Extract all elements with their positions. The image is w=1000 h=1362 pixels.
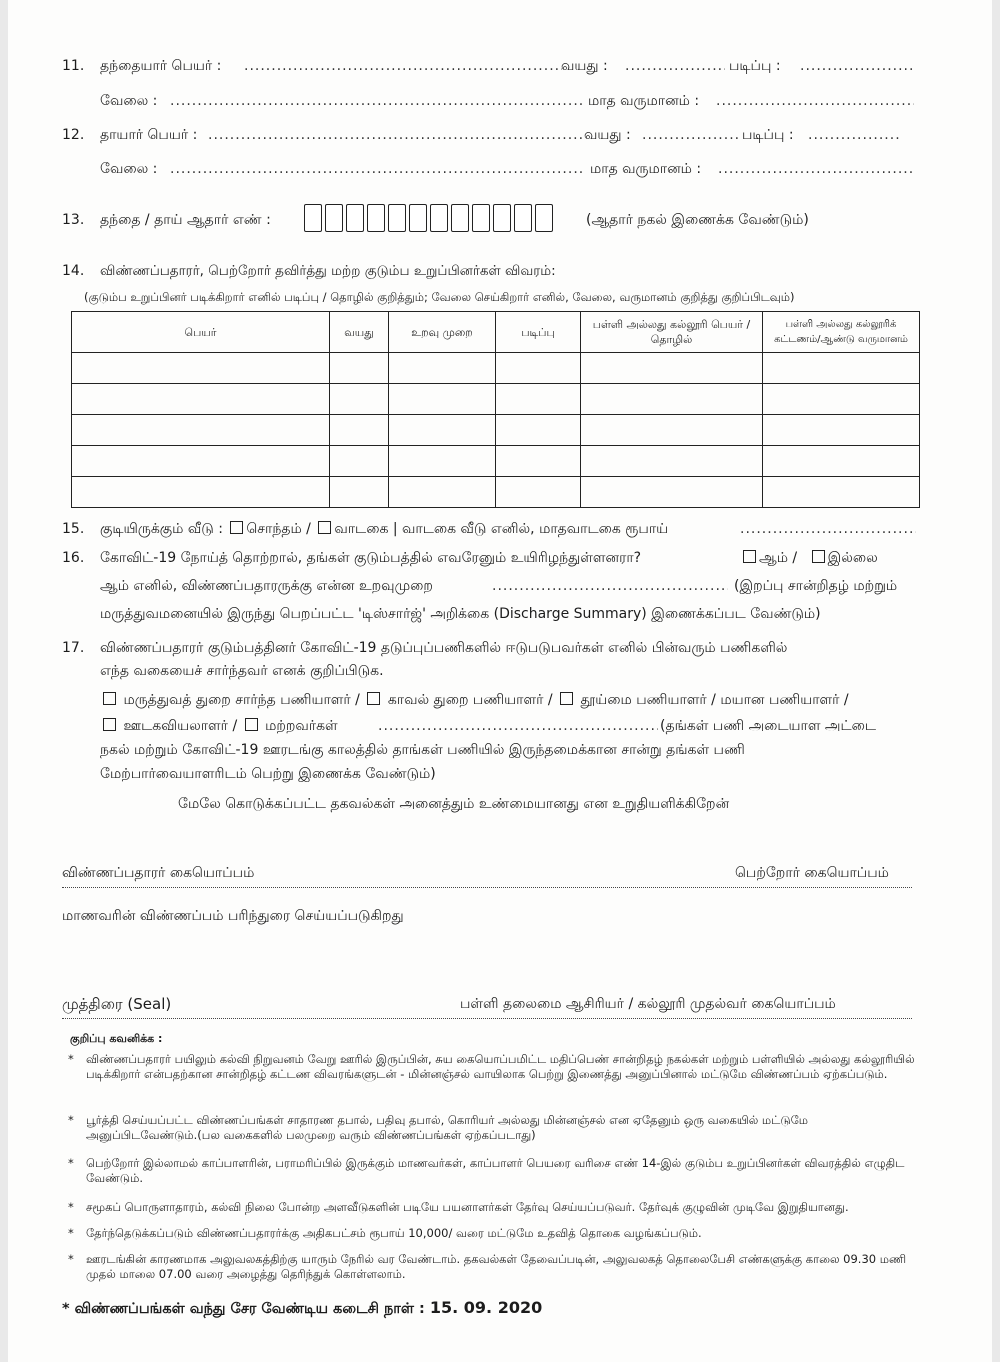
proof-note-line1: நகல் மற்றும் கோவிட்-19 ஊரடங்கு காலத்தில் தாங்கள் பணியில் இருந்தமைக்கான சான்று தங்கள் பணி — [100, 742, 745, 758]
aadhaar-digit-box[interactable] — [430, 204, 448, 232]
applicant-signature-label: விண்ணப்பதாரர் கையொப்பம் — [62, 865, 255, 881]
covid-death-question: கோவிட்-19 நோய்த் தொற்றால், தங்கள் குடும்பத்தில் எவரேனும் உயிரிழந்துள்ளனரா? — [100, 550, 642, 566]
aadhaar-digit-box[interactable] — [325, 204, 343, 232]
mother-name-label: தாயார் பெயர் : — [100, 127, 198, 143]
table-cell[interactable] — [496, 477, 581, 508]
father-income-label: மாத வருமானம் : — [588, 93, 700, 109]
bullet-star-icon: * — [68, 1226, 74, 1240]
monthly-rent-field[interactable] — [740, 520, 916, 538]
residence-label — [100, 520, 668, 538]
column-header-name: பெயர் — [72, 312, 330, 353]
table-cell[interactable] — [763, 477, 920, 508]
recommendation-text: மாணவரின் விண்ணப்பம் பரிந்துரை செய்யப்படுகிறது — [62, 908, 404, 924]
police-worker-checkbox[interactable] — [367, 692, 380, 705]
aadhaar-note: (ஆதார் நகல் இணைக்க வேண்டும்) — [586, 212, 809, 228]
table-cell[interactable] — [72, 446, 330, 477]
residence-question: குடியிருக்கும் வீடு : — [100, 521, 223, 537]
table-cell[interactable] — [581, 477, 763, 508]
note-item — [68, 1052, 917, 1082]
note-text: பூர்த்தி செய்யப்பட்ட விண்ணப்பங்கள் சாதாரண தபால், பதிவு தபால், கொரியர் அல்லது மின்னஞ்சல் என ஏதேனும் ஒரு வகையில் மட்டுமே அனுப்பிடவேண்டும்.(பல வகைகளில் பலமுறை வரும் விண்ணப்பங்கள் ஏற்கப்படாது) — [86, 1113, 809, 1142]
family-members-table — [71, 311, 920, 508]
medical-worker-label: மருத்துவத் துறை சார்ந்த பணியாளர் / — [123, 692, 360, 708]
q17-number: 17. — [62, 640, 85, 656]
note-text: ஊரடங்கின் காரணமாக அலுவலகத்திற்கு யாரும் நேரில் வர வேண்டாம். தகவல்கள் தேவைப்படின், அலுவலகத் தொலைபேசி எண்களுக்கு காலை 09.30 மணி முதல் மாலை 07.00 வரை அழைத்து தெரிந்துக் கொள்ளலாம். — [86, 1252, 907, 1281]
mother-age-label: வயது : — [584, 127, 631, 143]
table-cell[interactable] — [763, 353, 920, 384]
table-cell[interactable] — [389, 415, 496, 446]
seal-label: முத்திரை (Seal) — [62, 995, 172, 1013]
q14-number: 14. — [62, 263, 85, 279]
rented-house-checkbox[interactable] — [318, 521, 331, 534]
father-education-field[interactable] — [800, 57, 912, 75]
own-house-checkbox[interactable] — [230, 521, 243, 534]
rented-house-label: வாடகை | வாடகை வீடு எனில், மாதவாடகை ரூபாய் — [334, 521, 669, 537]
covid-duty-instruction: எந்த வகையைச் சார்ந்தவர் எனக் குறிப்பிடுக. — [100, 663, 384, 679]
table-header-row — [72, 312, 920, 353]
q16-number: 16. — [62, 550, 85, 566]
family-members-title: விண்ணப்பதாரர், பெற்றோர் தவிர்த்து மற்ற குடும்ப உறுப்பினர்கள் விவரம்: — [100, 263, 556, 279]
bullet-star-icon: * — [68, 1052, 74, 1066]
q12-number: 12. — [62, 127, 85, 143]
aadhaar-digit-box[interactable] — [472, 204, 490, 232]
q15-number: 15. — [62, 521, 85, 537]
deceased-relationship-field[interactable] — [492, 577, 728, 595]
column-header-education: படிப்பு — [496, 312, 581, 353]
mother-income-label: மாத வருமானம் : — [590, 161, 702, 177]
table-cell[interactable] — [581, 353, 763, 384]
bullet-star-icon: * — [68, 1200, 74, 1214]
table-cell[interactable] — [72, 353, 330, 384]
others-label: மற்றவர்கள் — [265, 718, 338, 734]
notes-heading: குறிப்பு கவனிக்க : — [70, 1032, 163, 1045]
parent-signature-label: பெற்றோர் கையொப்பம் — [735, 865, 889, 881]
table-cell[interactable] — [389, 446, 496, 477]
others-checkbox[interactable] — [245, 718, 258, 731]
mother-job-field[interactable] — [170, 160, 584, 178]
seal-divider — [62, 1018, 912, 1019]
head-signature-label: பள்ளி தலைமை ஆசிரியர் / கல்லூரி முதல்வர் கையொப்பம் — [460, 996, 836, 1012]
table-cell[interactable] — [763, 446, 920, 477]
table-cell[interactable] — [389, 384, 496, 415]
no-label: இல்லை — [827, 550, 878, 566]
table-cell[interactable] — [581, 446, 763, 477]
father-name-label: தந்தையார் பெயர் : — [100, 58, 222, 74]
no-checkbox[interactable] — [812, 550, 825, 563]
table-cell[interactable] — [330, 477, 389, 508]
table-cell[interactable] — [763, 384, 920, 415]
aadhaar-digit-box[interactable] — [535, 204, 553, 232]
table-cell[interactable] — [581, 415, 763, 446]
yes-checkbox[interactable] — [743, 550, 756, 563]
bullet-star-icon: * — [68, 1252, 74, 1266]
table-row — [72, 415, 920, 446]
note-text: விண்ணப்பதாரர் பயிலும் கல்வி நிறுவனம் வேறு ஊரில் இருப்பின், சுய கையொப்பமிட்ட மதிப்பெண் சான்றிதழ் நகல்கள் மற்றும் பள்ளியில் அல்லது கல்லூரியில் படிக்கிறார் என்பதற்கான சான்றிதழ் கட்டண விவரங்களுடன் - மின்னஞ்சல் வாயிலாக பெற்று இணைத்து அனுப்பினால் மட்டுமே விண்ணப்பம் ஏற்கப்படும். — [86, 1052, 915, 1081]
deadline-line — [62, 1299, 542, 1318]
medical-worker-checkbox[interactable] — [103, 692, 116, 705]
table-row — [72, 477, 920, 508]
father-job-field[interactable] — [170, 92, 582, 110]
table-cell[interactable] — [389, 353, 496, 384]
table-cell[interactable] — [330, 384, 389, 415]
bullet-star-icon: * — [62, 1301, 70, 1317]
table-cell[interactable] — [581, 384, 763, 415]
covid-duty-options-row1 — [100, 691, 849, 709]
table-row — [72, 384, 920, 415]
aadhaar-digit-box[interactable] — [451, 204, 469, 232]
table-cell[interactable] — [72, 384, 330, 415]
table-cell[interactable] — [72, 477, 330, 508]
application-form-page — [8, 0, 992, 1362]
yes-label: ஆம் / — [759, 550, 798, 566]
note-text: பெற்றோர் இல்லாமல் காப்பாளரின், பராமரிப்பில் இருக்கும் மாணவர்கள், காப்பாளர் பெயரை வரிசை எண் 14-இல் குடும்ப உறுப்பினர்கள் விவரத்தில் எழுதிட வேண்டும். — [86, 1156, 905, 1185]
aadhaar-digit-box[interactable] — [409, 204, 427, 232]
table-row — [72, 446, 920, 477]
media-worker-label: ஊடகவியலாளர் / — [123, 718, 238, 734]
column-header-school-or-job: பள்ளி அல்லது கல்லூரி பெயர் / தொழில் — [581, 312, 763, 353]
father-age-field[interactable] — [625, 57, 725, 75]
id-card-note: (தங்கள் பணி அடையாள அட்டை — [660, 718, 877, 734]
q13-number: 13. — [62, 212, 85, 228]
sanitary-worker-label: தூய்மை பணியாளர் / மயான பணியாளர் / — [580, 692, 849, 708]
father-name-field[interactable] — [244, 57, 562, 75]
discharge-summary-note: மருத்துவமனையில் இருந்து பெறப்பட்ட 'டிஸ்சார்ஜ்' அறிக்கை (Discharge Summary) இணைக்கப்பட வேண்டும்) — [100, 606, 821, 622]
mother-age-field[interactable] — [642, 126, 740, 144]
note-text: தேர்ந்தெடுக்கப்படும் விண்ணப்பதாரர்க்கு அதிகபட்சம் ரூபாய் 10,000/ வரை மட்டுமே உதவித் தொகை வழங்கப்படும். — [86, 1226, 702, 1240]
deadline-date: 15. 09. 2020 — [429, 1298, 543, 1317]
deadline-label: விண்ணப்பங்கள் வந்து சேர வேண்டிய கடைசி நாள் : — [74, 1301, 425, 1317]
father-job-label: வேலை : — [100, 93, 158, 109]
aadhaar-number-boxes[interactable] — [304, 204, 556, 232]
aadhaar-digit-box[interactable] — [388, 204, 406, 232]
declaration-text: மேலே கொடுக்கப்பட்ட தகவல்கள் அனைத்தும் உண்மையானது என உறுதியளிக்கிறேன் — [178, 796, 730, 812]
media-worker-checkbox[interactable] — [103, 718, 116, 731]
mother-education-field[interactable] — [808, 126, 900, 144]
mother-job-label: வேலை : — [100, 161, 158, 177]
aadhaar-digit-box[interactable] — [514, 204, 532, 232]
aadhaar-digit-box[interactable] — [346, 204, 364, 232]
column-header-relationship: உறவு முறை — [389, 312, 496, 353]
q11-number: 11. — [62, 58, 85, 74]
note-item — [68, 1226, 917, 1241]
bullet-star-icon: * — [68, 1156, 74, 1170]
police-worker-label: காவல் துறை பணியாளர் / — [387, 692, 553, 708]
mother-name-field[interactable] — [208, 126, 583, 144]
column-header-fee-or-income: பள்ளி அல்லது கல்லூரிக் கட்டணம்/ஆண்டு வருமானம் — [763, 312, 920, 353]
proof-note-line2: மேற்பார்வையாளரிடம் பெற்று இணைக்க வேண்டும்) — [100, 766, 436, 782]
death-certificate-note: (இறப்பு சான்றிதழ் மற்றும் — [734, 578, 898, 594]
signature-divider — [62, 887, 912, 888]
table-cell[interactable] — [330, 446, 389, 477]
own-house-label: சொந்தம் / — [246, 521, 311, 537]
note-item — [68, 1252, 917, 1282]
aadhaar-digit-box[interactable] — [304, 204, 322, 232]
father-age-label: வயது : — [561, 58, 608, 74]
sanitary-worker-checkbox[interactable] — [560, 692, 573, 705]
covid-death-options — [740, 549, 878, 567]
aadhaar-digit-box[interactable] — [493, 204, 511, 232]
relationship-question: ஆம் எனில், விண்ணப்பதாரருக்கு என்ன உறவுமுறை — [100, 578, 433, 594]
note-item — [68, 1113, 917, 1143]
covid-duty-question: விண்ணப்பதாரர் குடும்பத்தினர் கோவிட்-19 தடுப்புப்பணிகளில் ஈடுபடுபவர்கள் எனில் பின்வரும் பணிகளில் — [100, 640, 788, 656]
mother-income-field[interactable] — [718, 160, 914, 178]
table-cell[interactable] — [763, 415, 920, 446]
others-field[interactable] — [378, 717, 658, 735]
table-cell[interactable] — [496, 353, 581, 384]
family-members-subtitle: (குடும்ப உறுப்பினர் படிக்கிறார் எனில் படிப்பு / தொழில் குறித்தும்; வேலை செய்கிறார் எனில், வேலை, வருமானம் குறித்து குறிப்பிடவும்) — [84, 290, 795, 304]
table-cell[interactable] — [496, 446, 581, 477]
mother-education-label: படிப்பு : — [742, 127, 794, 143]
aadhaar-label: தந்தை / தாய் ஆதார் எண் : — [100, 212, 271, 228]
table-cell[interactable] — [330, 415, 389, 446]
table-cell[interactable] — [389, 477, 496, 508]
table-cell[interactable] — [330, 353, 389, 384]
table-cell[interactable] — [496, 415, 581, 446]
table-cell[interactable] — [496, 384, 581, 415]
table-cell[interactable] — [72, 415, 330, 446]
aadhaar-digit-box[interactable] — [367, 204, 385, 232]
father-education-label: படிப்பு : — [729, 58, 781, 74]
table-row — [72, 353, 920, 384]
column-header-age: வயது — [330, 312, 389, 353]
bullet-star-icon: * — [68, 1113, 74, 1127]
father-income-field[interactable] — [716, 92, 914, 110]
note-text: சமூகப் பொருளாதாரம், கல்வி நிலை போன்ற அளவீடுகளின் படியே பயனாளர்கள் தேர்வு செய்யப்படுவர். தேர்வுக் குழுவின் முடிவே இறுதியானது. — [86, 1200, 849, 1214]
note-item — [68, 1200, 917, 1215]
note-item — [68, 1156, 917, 1186]
covid-duty-options-row2 — [100, 717, 338, 735]
